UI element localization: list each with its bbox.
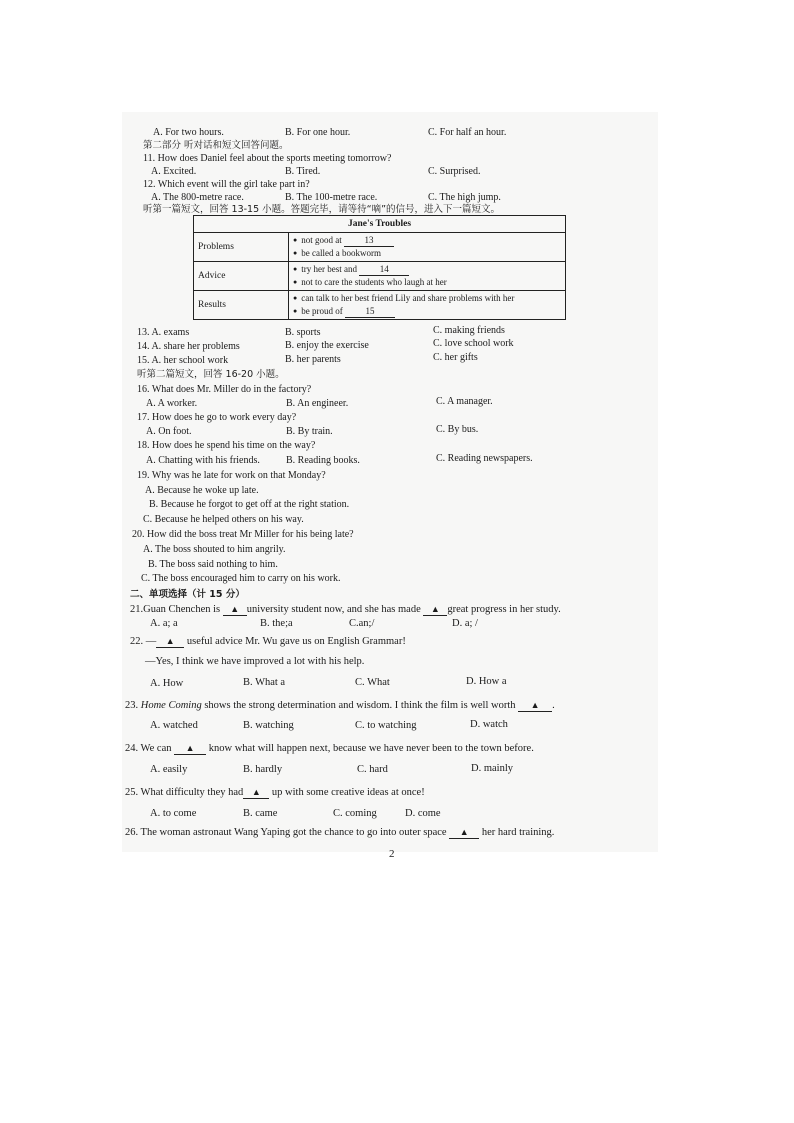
q18-option-b: B. Reading books.	[286, 455, 360, 466]
row-label: Problems	[194, 233, 289, 262]
answer-blank: ▲	[423, 603, 447, 616]
q23-option-d: D. watch	[470, 719, 508, 730]
q23-stem: 23. Home Coming shows the strong determination and wisdom. I think the film is well worth ▲ .	[125, 700, 555, 711]
q25-stem: 25. What difficulty they had ▲ up with some creative ideas at once!	[125, 787, 425, 798]
answer-blank: ▲	[174, 742, 206, 755]
q21-option-a: A. a; a	[150, 618, 178, 629]
row-content: ● not good at 13 ● be called a bookworm	[289, 233, 566, 262]
q14-option-b: B. enjoy the exercise	[285, 340, 369, 351]
q21-stem: 21.Guan Chenchen is ▲ university student now, and she has made ▲ great progress in her study.	[130, 604, 561, 615]
q18-option-a: A. Chatting with his friends.	[146, 455, 260, 466]
q19-option-a: A. Because he woke up late.	[145, 485, 259, 496]
q10-option-b: B. For one hour.	[285, 127, 351, 138]
q11-stem: 11. How does Daniel feel about the sports meeting tomorrow?	[143, 153, 392, 164]
q11-option-c: C. Surprised.	[428, 166, 481, 177]
q22-option-d: D. How a	[466, 676, 507, 687]
q12-stem: 12. Which event will the girl take part in?	[143, 179, 310, 190]
q12-option-b: B. The 100-metre race.	[285, 192, 378, 203]
q24-option-c: C. hard	[357, 764, 388, 775]
page-number: 2	[389, 848, 395, 860]
answer-blank-14: 14	[359, 263, 409, 276]
q18-stem: 18. How does he spend his time on the way?	[137, 440, 316, 451]
q17-option-b: B. By train.	[286, 426, 333, 437]
q24-stem: 24. We can ▲ know what will happen next, because we have never been to the town before.	[125, 743, 534, 754]
q26-stem: 26. The woman astronaut Wang Yaping got the chance to go into outer space ▲ her hard training.	[125, 827, 555, 838]
q13-option-a: 13. A. exams	[137, 327, 190, 338]
table-row	[194, 262, 566, 291]
q17-option-c: C. By bus.	[436, 424, 479, 435]
row-content: ● can talk to her best friend Lily and share problems with her ● be proud of 15	[289, 291, 566, 320]
q16-stem: 16. What does Mr. Miller do in the factory?	[137, 384, 312, 395]
q25-option-c: C. coming	[333, 808, 377, 819]
answer-blank-13: 13	[344, 234, 394, 247]
q21-option-d: D. a; /	[452, 618, 478, 629]
q13-option-b: B. sports	[285, 327, 321, 338]
q10-option-c: C. For half an hour.	[428, 127, 507, 138]
q16-option-a: A. A worker.	[146, 398, 198, 409]
janes-troubles-table	[193, 215, 566, 320]
q19-option-c: C. Because he helped others on his way.	[143, 514, 304, 525]
film-title: Home Coming	[140, 700, 202, 711]
q22-option-a: A. How	[150, 678, 184, 689]
q20-option-c: C. The boss encouraged him to carry on his work.	[141, 573, 341, 584]
q11-option-a: A. Excited.	[151, 166, 197, 177]
passage2-note: 听第二篇短文，回答 16-20 小题。	[137, 369, 285, 380]
q15-option-b: B. her parents	[285, 354, 341, 365]
q22-option-c: C. What	[355, 677, 390, 688]
q14-option-c: C. love school work	[433, 338, 514, 349]
q24-option-b: B. hardly	[243, 764, 283, 775]
q24-option-a: A. easily	[150, 764, 188, 775]
q20-option-a: A. The boss shouted to him angrily.	[143, 544, 286, 555]
q25-option-d: D. come	[405, 808, 441, 819]
q23-option-c: C. to watching	[355, 720, 417, 731]
q23-option-b: B. watching	[243, 720, 294, 731]
answer-blank: ▲	[156, 635, 184, 648]
answer-blank: ▲	[243, 786, 269, 799]
q11-option-b: B. Tired.	[285, 166, 321, 177]
q17-stem: 17. How does he go to work every day?	[137, 412, 297, 423]
q25-option-b: B. came	[243, 808, 278, 819]
row-content: ● try her best and 14 ● not to care the students who laugh at her	[289, 262, 566, 291]
q12-option-c: C. The high jump.	[428, 192, 501, 203]
q16-option-c: C. A manager.	[436, 396, 493, 407]
passage1-note: 听第一篇短文，回答 13-15 小题。答题完毕，请等待“嘀”的信号，进入下一篇短文。	[143, 204, 500, 215]
q12-option-a: A. The 800-metre race.	[151, 192, 244, 203]
q19-option-b: B. Because he forgot to get off at the right station.	[149, 499, 350, 510]
q21-option-c: C.an;/	[349, 618, 375, 629]
row-label: Results	[194, 291, 289, 320]
q13-option-c: C. making friends	[433, 325, 505, 336]
q22-reply: —Yes, I think we have improved a lot with his help.	[145, 656, 365, 667]
q18-option-c: C. Reading newspapers.	[436, 453, 533, 464]
q15-option-c: C. her gifts	[433, 352, 478, 363]
q14-option-a: 14. A. share her problems	[137, 341, 240, 352]
q16-option-b: B. An engineer.	[286, 398, 349, 409]
q17-option-a: A. On foot.	[146, 426, 192, 437]
table-row	[194, 233, 566, 262]
q15-option-a: 15. A. her school work	[137, 355, 229, 366]
answer-blank: ▲	[518, 699, 552, 712]
answer-blank-15: 15	[345, 305, 395, 318]
answer-blank: ▲	[223, 603, 247, 616]
answer-blank: ▲	[449, 826, 479, 839]
row-label: Advice	[194, 262, 289, 291]
table-title: Jane's Troubles	[194, 216, 566, 233]
q20-stem: 20. How did the boss treat Mr Miller for his being late?	[132, 529, 354, 540]
q22-stem: 22. — ▲ useful advice Mr. Wu gave us on English Grammar!	[130, 636, 406, 647]
q22-option-b: B. What a	[243, 677, 286, 688]
table-row	[194, 291, 566, 320]
section2-note: 第二部分 听对话和短文回答问题。	[143, 140, 289, 151]
section-title: 二、单项选择（计 15 分）	[130, 589, 245, 600]
q25-option-a: A. to come	[150, 808, 197, 819]
q20-option-b: B. The boss said nothing to him.	[148, 559, 278, 570]
q21-option-b: B. the;a	[260, 618, 293, 629]
q10-option-a: A. For two hours.	[153, 127, 224, 138]
q19-stem: 19. Why was he late for work on that Monday?	[137, 470, 326, 481]
q23-option-a: A. watched	[150, 720, 198, 731]
q24-option-d: D. mainly	[471, 763, 513, 774]
